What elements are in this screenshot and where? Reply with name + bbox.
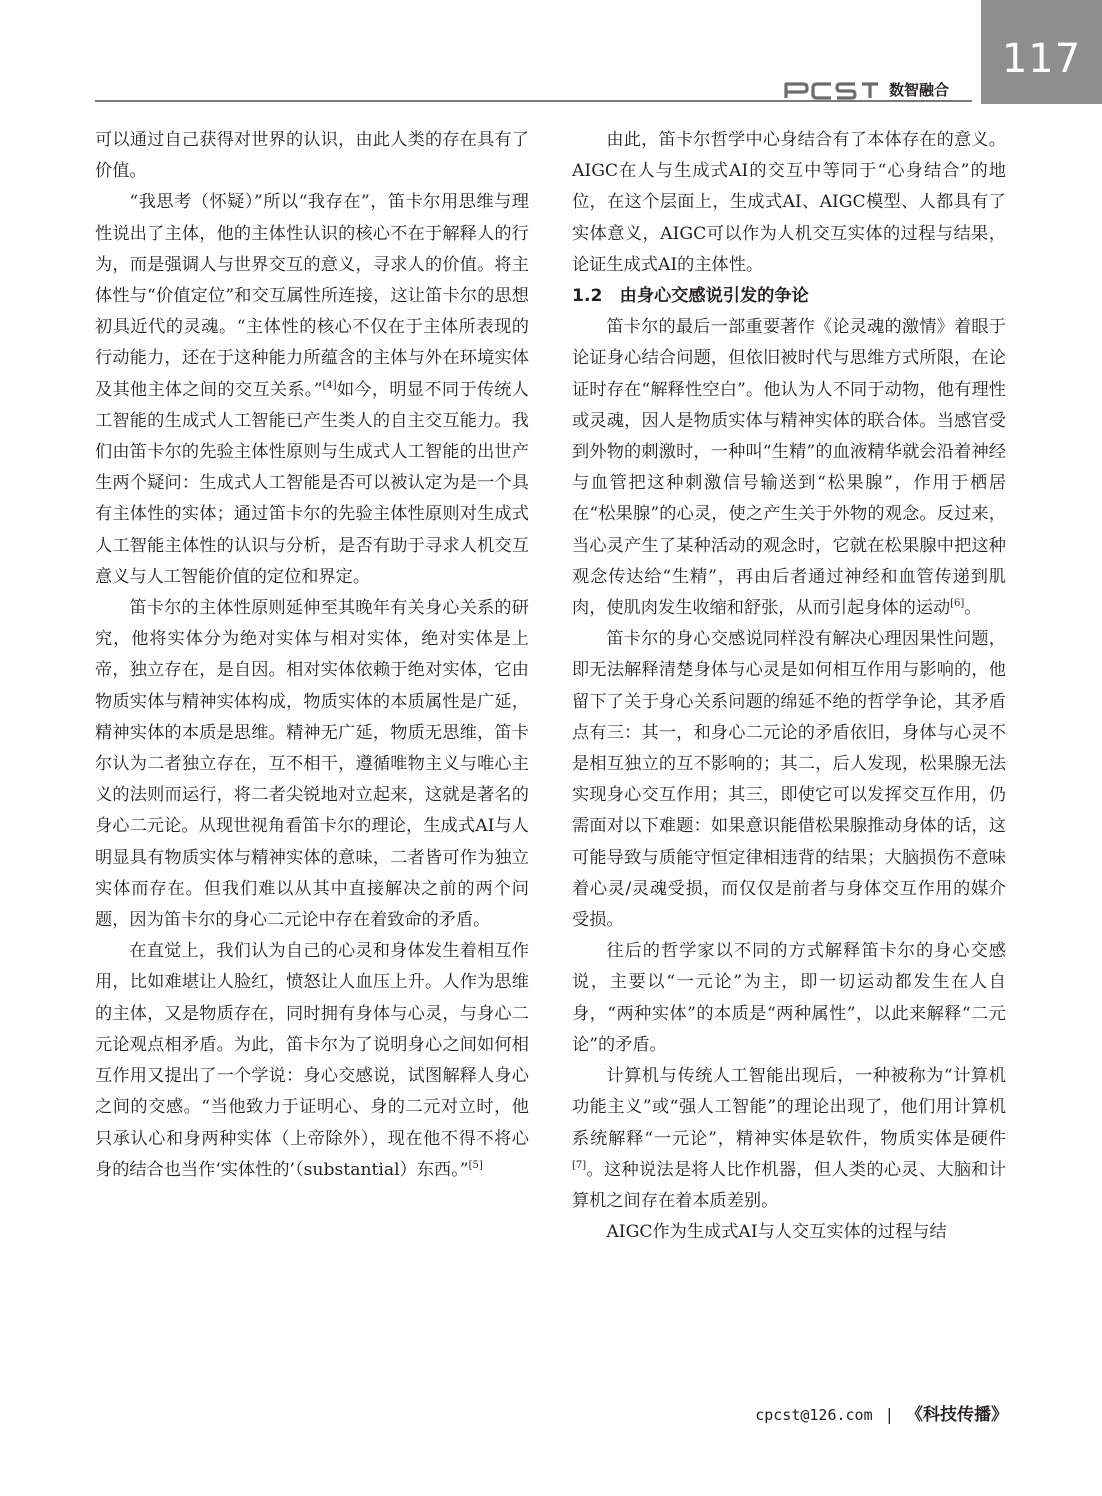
paragraph [572,936,1006,1061]
citation-ref: [4] [322,379,337,391]
section-heading: 1.2 由身心交感说引发的争论 [572,286,809,307]
paragraph [95,187,529,593]
header-rule [95,100,972,102]
page-number: 117 [1001,36,1082,82]
paragraph-text: AIGC作为生成式AI与人交互实体的过程与结 [606,1222,947,1243]
paragraph-text: 笛卡尔的身心交感说同样没有解决心理因果性问题，即无法解释清楚身体与心灵是如何相互作用与影响的，他留下了关于身心关系问题的绵延不绝的哲学争论，其矛盾点有三：其一，和身心二元论的矛盾依旧，身体与心灵不是相互独立的互不影响的；其二，后人发现，松果腺无法实现身心交互作用；其三，即使它可以发挥交互作用，仍需面对以下难题：如果意识能借松果腺推动身体的话，这可能导致与质能守恒定律相违背的结果；大脑损伤不意味着心灵/灵魂受损，而仅仅是前者与身体交互作用的媒介受损。 [572,629,1006,931]
pcst-logo [783,80,881,100]
paragraph-text: 往后的哲学家以不同的方式解释笛卡尔的身心交感说，主要以“一元论”为主，即一切运动都发生在人自身，“两种实体”的本质是“两种属性”，以此来解释“二元论”的矛盾。 [572,941,1006,1055]
paragraph-text: 笛卡尔的主体性原则延伸至其晚年有关身心关系的研究，他将实体分为绝对实体与相对实体，绝对实体是上帝，独立存在，是自因。相对实体依赖于绝对实体，它由物质实体与精神实体构成，物质实体的本质属性是广延，精神实体的本质是思维。精神无广延，物质无思维，笛卡尔认为二者独立存在，互不相干，遵循唯物主义与唯心主义的法则而运行，将二者尖锐地对立起来，这就是著名的身心二元论。从现世视角看笛卡尔的理论，生成式AI与人明显具有物质实体与精神实体的意味，二者皆可作为独立实体而存在。但我们难以从其中直接解决之前的两个问题，因为笛卡尔的身心二元论中存在着致命的矛盾。 [95,598,529,931]
paragraph-text: “我思考（怀疑）”所以“我存在”，笛卡尔用思维与理性说出了主体，他的主体性认识的核心不在于解释人的行为，而是强调人与世界交互的意义，寻求人的价值。将主体性与“价值定位”和交互属性所连接，这让笛卡尔的思想初具近代的灵魂。“主体性的核心不仅在于主体所表现的行动能力，还在于这种能力所蕴含的主体与外在环境实体及其他主体之间的交互关系。” [95,192,529,400]
paragraph-text: 如今，明显不同于传统人工智能的生成式人工智能已产生类人的自主交互能力。我们由笛卡尔的先验主体性原则与生成式人工智能的出世产生两个疑问：生成式人工智能是否可以被认定为是一个具有主体性的实体；通过笛卡尔的先验主体性原则对生成式人工智能主体性的认识与分析，是否有助于寻求人机交互意义与人工智能价值的定位和界定。 [95,379,529,587]
paragraph-text: 。这种说法是将人比作机器，但人类的心灵、大脑和计算机之间存在着本质差别。 [572,1159,1006,1211]
footer-separator: | [886,1405,892,1424]
paragraph-text: 在直觉上，我们认为自己的心灵和身体发生着相互作用，比如难堪让人脸红，愤怒让人血压上升。人作为思维的主体，又是物质存在，同时拥有身体与心灵，与身心二元论观点相矛盾。为此，笛卡尔为了说明身心之间如何相互作用又提出了一个学说：身心交感说，试图解释人身心之间的交感。“当他致力于证明心、身的二元对立时，他只承认心和身两种实体（上帝除外），现在他不得不将心身的结合也当作‘实体性的’（substantial）东西。” [95,941,529,1180]
paragraph [572,125,1006,281]
paragraph-text: 。 [964,598,982,619]
citation-ref: [5] [468,1159,483,1171]
paragraph [572,312,1006,624]
section-title: 数智融合 [889,81,950,99]
paragraph-text: 笛卡尔的最后一部重要著作《论灵魂的激情》着眼于论证身心结合问题，但依旧被时代与思维方式所限，在论证时存在“解释性空白”。他认为人不同于动物，他有理性或灵魂，因人是物质实体与精神实体的联合体。当感官受到外物的刺激时，一种叫“生精”的血液精华就会沿着神经与血管把这种刺激信号输送到“松果腺”，作用于栖居在“松果腺”的心灵，使之产生关于外物的观念。反过来，当心灵产生了某种活动的观念时，它就在松果腺中把这种观念传达给“生精”，再由后者通过神经和血管传递到肌肉，使肌肉发生收缩和舒张，从而引起身体的运动 [572,317,1006,619]
paragraph [95,125,529,187]
paragraph-text: 可以通过自己获得对世界的认识，由此人类的存在具有了价值。 [95,130,529,182]
paragraph [95,593,529,936]
paragraph [572,1061,1006,1217]
footer-email[interactable]: cpcst@126.com [755,1406,873,1424]
paragraph [95,936,529,1186]
page-footer [755,1400,1008,1425]
journal-name: 《科技传播》 [906,1405,1008,1425]
citation-ref: [6] [950,598,965,610]
paragraph-text: 计算机与传统人工智能出现后，一种被称为“计算机功能主义”或“强人工智能”的理论出现了，他们用计算机系统解释“一元论”，精神实体是软件，物质实体是硬件 [572,1066,1006,1149]
right-column [572,125,1006,1248]
citation-ref: [7] [572,1159,587,1171]
paragraph [572,1217,1006,1248]
left-column [95,125,529,1186]
paragraph-text: 由此，笛卡尔哲学中心身结合有了本体存在的意义。AIGC在人与生成式AI的交互中等同于“心身结合”的地位，在这个层面上，生成式AI、AIGC模型、人都具有了实体意义，AIGC可以作为人机交互实体的过程与结果，论证生成式AI的主体性。 [572,130,1006,275]
paragraph [572,624,1006,936]
